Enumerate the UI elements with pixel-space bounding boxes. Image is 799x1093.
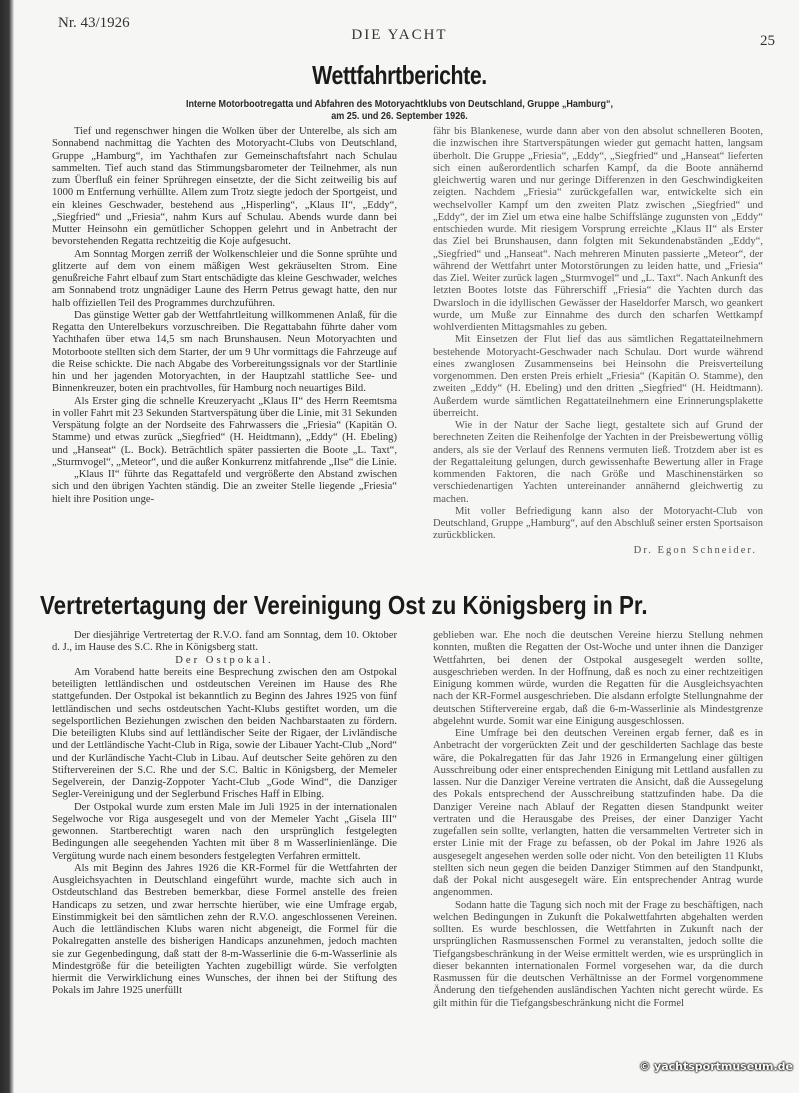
article1-subtitle-line1: Interne Motorbootregatta und Abfahren des Motoryachtklubs von Deutschland, Gruppe „Hamburg“,: [185, 98, 614, 110]
paragraph: Eine Umfrage bei den deutschen Vereinen ergab ferner, daß es in Anbetracht der vorgerückten Zeit und der geschilderten Sachlage das beste wäre, die Pokalregatten für das Jahr 1926 in Ermangelung einer gültigen Ausschreibung oder einer entsprechenden Einigung mit Lettland ausfallen zu lassen. Nur die Danziger Vereine vertraten die Ansicht, daß die Aussegelung des Pokals entsprechend der Ausschreibung stattzufinden habe. Da die Danziger Vereine nach Ablauf der Regatten diesen Standpunkt weiter vertraten und die Herausgabe des Preises, der einer Danziger Yacht zugefallen sein sollte, verlangten, hatten die versammelten Vertreter sich in erster Linie mit der Frage zu befassen, ob der Pokal im Jahre 1926 als ausgesegelt angesehen werden solle oder nicht. Von den beteiligten 11 Klubs stellten sich neun gegen die beiden Danziger Stimmen auf den Standpunkt, daß der Pokal nicht ausgesegelt wäre. Ein entsprechender Antrag wurde angenommen.: [433, 728, 763, 899]
paragraph: Wie in der Natur der Sache liegt, gestaltete sich auf Grund der berechneten Zeiten die Reihenfolge der Yachten in der Preisbewertung völlig anders, als sie der Verlauf des Rennens vermuten ließ. Trotzdem aber ist es der Regattaleitung gelungen, durch gewissenhafte Bewertung aller in Frage kommenden Faktoren, die nach Größe und Maschinenstärken so verschiedenartigen Yachten untereinander annähernd gleichwertig zu machen.: [433, 420, 763, 505]
paragraph: Mit voller Befriedigung kann also der Motoryacht-Club von Deutschland, Gruppe „Hamburg“, auf den Abschluß seiner ersten Sportsaison zurückblicken.: [433, 505, 763, 542]
article1-subtitle: [56, 98, 743, 122]
article2-column-left: [52, 630, 397, 998]
article2-intro: Der diesjährige Vertretertag der R.V.O. fand am Sonntag, dem 10. Oktober d. J., im Hause des S.C. Rhe in Königsberg statt.: [52, 630, 397, 654]
article1-title: Wettfahrtberichte.: [312, 60, 487, 90]
article1-column-right: [433, 126, 763, 557]
author-signature: Dr. Egon Schneider.: [633, 544, 757, 556]
issue-number: Nr. 43/1926: [58, 15, 130, 31]
paragraph: Als mit Beginn des Jahres 1926 die KR-Formel für die Wettfahrten der Ausgleichsyachten in Deutschland eingeführt wurde, machte sich auch in Ostdeutschland das Bestreben bemerkbar, diese Formel anstelle des freien Handicaps zu setzen, und zwar herrschte hierüber, wie eine Umfrage ergab, Einstimmigkeit bei den sämtlichen zehn der R.V.O. angeschlossenen Vereinen. Auch die lettländischen Klubs waren nicht abgeneigt, die Formel für die Pokalregatten anstelle des bisherigen Handicaps anzunehmen, jedoch machten sie zur Gegenbedingung, daß statt der 8-m-Wasserlinie die 6-m-Wasserlinie als Mindestgröße für die beteiligten Yachten zugebilligt würde. Sie verfolgten hiermit die Verwirklichung eines Wunsches, der ihnen bei der Stiftung des Pokals im Jahre 1925 unerfüllt: [52, 862, 397, 997]
paragraph: Der Ostpokal wurde zum ersten Male im Juli 1925 in der internationalen Segelwoche vor Riga ausgesegelt und von der Memeler Yacht „Gisela III“ gewonnen. Startberechtigt waren nach den ursprünglich festgelegten Bedingungen alle seegehenden Yachten mit über 8 m Wasserlinienlänge. Die Vergütung wurde nach einem besonders festgelegten Verfahren ermittelt.: [52, 801, 397, 862]
article2-title: Vertretertagung der Vereinigung Ost zu Königsberg in Pr.: [40, 590, 648, 620]
section-subheading: Der Ostpokal.: [175, 654, 274, 666]
paragraph: „Klaus II“ führte das Regattafeld und vergrößerte den Abstand zwischen sich und den übrigen Yachten ständig. Die an zweiter Stelle liegende „Friesia“ hielt ihre Position unge-: [52, 469, 397, 505]
article1-column-left: [52, 126, 397, 506]
paragraph: Tief und regenschwer hingen die Wolken über der Unterelbe, als sich am Sonnabend nachmittag die Yachten des Motoryacht-Clubs von Deutschland, Gruppe „Hamburg“, im Yachthafen zur Gemeinschaftsfahrt nach Schulau sammelten. Tief auch stand das Stimmungsbarometer der Teilnehmer, als nun zum Überfluß ein feiner Sprühregen einsetzte, der die Sicht zeitweilig bis auf 1000 m Entfernung verhüllte. Allem zum Trotz siegte jedoch der Sportgeist, und ein kleines Geschwader, bestehend aus „Hisperling“, „Klaus II“, „Eddy“, „Siegfried“ und „Friesia“, nahm Kurs auf Schulau. Abends wurde dann bei Mutter Heinsohn ein gemütlicher Schoppen gelehrt und in Anbetracht der bevorstehenden Regatta rechtzeitig die Koje aufgesucht.: [52, 126, 397, 248]
magazine-title: DIE YACHT: [351, 27, 448, 43]
article1-subtitle-line2: am 25. und 26. September 1926.: [331, 110, 468, 122]
paragraph: fähr bis Blankenese, wurde dann aber von den absolut schnelleren Booten, die inzwischen ihre Startverspätungen wieder gut gemacht hatten, langsam überholt. Die Gruppe „Friesia“, „Eddy“, „Siegfried“ und „Hanseat“ lieferten sich einen außerordentlich scharfen Kampf, da die Boote annähernd gleichwertig waren und nur geringe Differenzen in den Geschwindigkeiten zeigten. Nachdem „Friesia“ zurückgefallen war, entwickelte sich ein wechselvoller Kampf um den zweiten Platz zwischen „Siegfried“ und „Eddy“, der im Ziel um etwa eine halbe Schiffslänge zugunsten von „Eddy“ entschieden wurde. Mit riesigem Vorsprung erreichte „Klaus II“ als Erster das Ziel bei Brunshausen, dann folgten mit Sekundenabständen „Eddy“, „Siegfried“ und „Hanseat“. Nach mehreren Minuten passierte „Meteor“, der während der Wettfahrt unter Motorstörungen zu leiden hatte, und „Friesia“ das Ziel. Weiter zurück lagen „Sturmvogel“ und „L. Taxt“. Nach Ankunft des letzten Bootes lotste das Führerschiff „Friesia“ die Yachten durch das Dwarsloch in die idyllischen Gewässer der Haseldorfer Marsch, wo geankert wurde, um Muße zur Einnahme des durch den scharfen Wettkampf wohlverdienten Mittagsmahles zu geben.: [433, 126, 763, 333]
paragraph: Am Vorabend hatte bereits eine Besprechung zwischen den am Ostpokal beteiligten lettländischen und ostdeutschen Vereinen im Hause des Rhe stattgefunden. Der Ostpokal ist bekanntlich zu Beginn des Jahres 1925 von fünf lettländischen und sechs ostdeutschen Yacht-Klubs gestiftet worden, um die segelsportlichen Beziehungen zwischen den beiden Nachbarstaaten zu fördern. Die beteiligten Klubs sind auf lettländischer Seite der Rigaer, der Livländische und der Lettländische Yacht-Club in Riga, sowie der Libauer Yacht-Club „Nord“ und der Kurländische Yacht-Club in Libau. Auf deutscher Seite gehören zu den Stiftervereinen der S.C. Rhe und der S.C. Baltic in Königsberg, der Memeler Segelverein, der Danzig-Zoppoter Yacht-Club „Gode Wind“, die Danziger Segler-Vereinigung und der Seglerbund Frisches Haff in Elbing.: [52, 666, 397, 801]
paragraph: geblieben war. Ehe noch die deutschen Vereine hierzu Stellung nehmen konnten, mußten die Regatten der Ost-Woche und unter ihnen die Danziger Wettfahrten, bei denen der Ostpokal ausgesegelt werden sollte, ausgeschrieben werden. In der Hoffnung, daß es noch zu einer rechtzeitigen Einigung kommen würde, wurden die Regatten für die Ausgleichsyachten nach der KR-Formel ausgeschrieben. Die alsdann erfolgte Stellungnahme der deutschen Stiftervereine ergab, daß die 6-m-Wasserlinie als Mindestgrenze abgelehnt wurde. Somit war eine Einigung ausgeschlossen.: [433, 630, 763, 727]
paragraph: Als Erster ging die schnelle Kreuzeryacht „Klaus II“ des Herrn Reemtsma in voller Fahrt mit 23 Sekunden Startverspätung über die Linie, mit 31 Sekunden Verspätung folgte an der Nordseite des Fahrwassers die „Friesia“ (Kapitän O. Stamme) und etwas zurück „Siegfried“ (H. Heidtmann), „Eddy“ (H. Ebeling) und „Hanseat“ (L. Bock). Beträchtlich später passierten die Boote „L. Taxt“, „Sturmvogel“, „Meteor“, und die außer Konkurrenz mitfahrende „Ilse“ die Linie.: [52, 395, 397, 468]
paragraph: Sodann hatte die Tagung sich noch mit der Frage zu beschäftigen, nach welchen Bedingungen in Zukunft die Pokalwettfahrten abgehalten werden sollten. Es wurde beschlossen, die Wettfahrten in Zukunft nach der ursprünglichen Rasmussenschen Formel zu veranstalten, jedoch sollte die Tiefgangsbeschränkung in der Weise ermittelt werden, wie es ursprünglich in dieser bekannten internationalen Formel vorgesehen war, da die durch Rasmussen für die deutschen Verhältnisse an der Formel vorgenommene Änderung den tiefgehenden ausländischen Yachten nicht gerecht würde. Es gilt mithin für die Tiefgangsbeschränkung nicht die Formel: [433, 899, 763, 1009]
paragraph: Am Sonntag Morgen zerriß der Wolkenschleier und die Sonne sprühte und glitzerte auf dem von einem mäßigen West gekräuselten Strom. Eine genußreiche Fahrt elbauf zum Start entschädigte das kleine Geschwader, welches am Sonnabend trotz ungnädiger Laune des Herrn Petrus gewagt hatte, den nur halb offiziellen Teil des Programmes durchzuführen.: [52, 248, 397, 309]
page-number: 25: [760, 33, 775, 49]
paragraph: Mit Einsetzen der Flut lief das aus sämtlichen Regattateilnehmern bestehende Motoryacht-Geschwader nach Schulau. Dort wurde während eines zwanglosen Zusammenseins bei Heinsohn die Preisverteilung vorgenommen. Den ersten Preis erhielt „Friesia“ (Kapitän O. Stamme), den zweiten „Eddy“ (H. Ebeling) und den dritten „Siegfried“ (H. Heidtmann). Außerdem wurde sämtlichen Regattateilnehmern eine Erinnerungsplakette überreicht.: [433, 334, 763, 419]
paragraph: Das günstige Wetter gab der Wettfahrtleitung willkommenen Anlaß, für die Regatta den Unterelbekurs vorzuschreiben. Die Regattabahn führte daher vom Yachthafen über etwa 14,5 sm nach Brunshausen. Neun Motoryachten und Motorboote stellten sich dem Starter, der um 9 Uhr vormittags die Fahrzeuge auf die Reise schickte. Die nach Abgabe des Vorbereitungssignals vor der Startlinie hin und her jagenden Motoryachten, in der Hauptzahl stattliche See- und Binnenkreuzer, boten ein prachtvolles, für Hamburg noch neuartiges Bild.: [52, 309, 397, 395]
page-binding-edge: [0, 0, 14, 1093]
watermark: © yachtsportmuseum.de: [639, 1060, 793, 1073]
article2-column-right: [433, 630, 763, 1010]
